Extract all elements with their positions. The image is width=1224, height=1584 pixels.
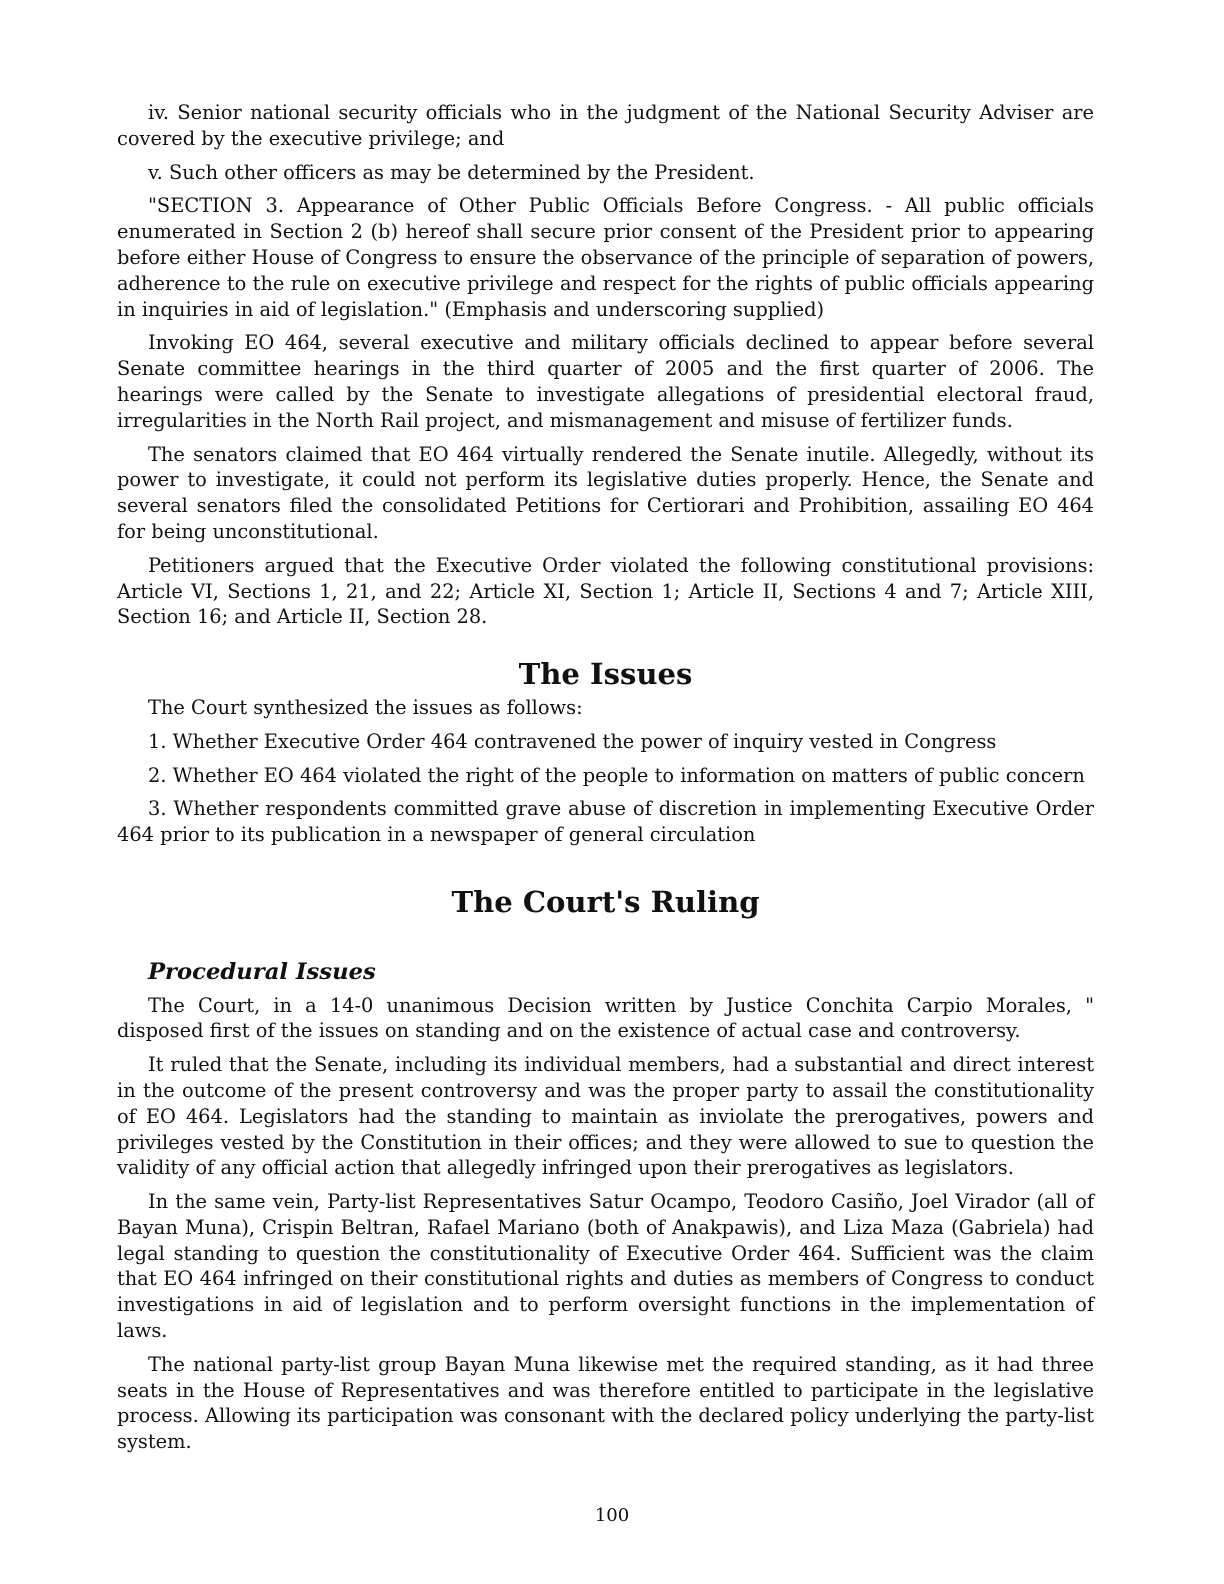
- paragraph-party-list-representatives: In the same vein, Party-list Representatives Satur Ocampo, Teodoro Casiño, Joel Virador (all of Bayan Muna), Crispin Beltran, Rafael Mariano (both of Anakpawis), and Liza Maza (Gabriela) had legal standing to question the constitutionality of Executive Order 464. Sufficient was the claim that EO 464 infringed on their constitutional rights and duties as members of Congress to conduct investigations in aid of legislation and to perform oversight functions in the implementation of laws.: [117, 1190, 1094, 1343]
- paragraph-bayan-muna: The national party-list group Bayan Muna likewise met the required standing, as it had three seats in the House of Representatives and was therefore entitled to participate in the legislative process. Allowing its participation was consonant with the declared policy underlying the party-list system.: [117, 1352, 1094, 1454]
- paragraph-issues-intro: The Court synthesized the issues as follows:: [148, 695, 583, 719]
- paragraph-unanimous-decision: The Court, in a 14-0 unanimous Decision written by Justice Conchita Carpio Morales, " disposed first of the issues on standing and on the existence of actual case and controversy.: [117, 993, 1094, 1043]
- paragraph-item-iv: iv. Senior national security officials who in the judgment of the National Security Adviser are covered by the executive privilege; and: [117, 101, 1094, 150]
- paragraph-section-3: "SECTION 3. Appearance of Other Public Officials Before Congress. - All public officials enumerated in Section 2 (b) hereof shall secure prior consent of the President prior to appearing before either House of Congress to ensure the observance of the principle of separation of powers, adherence to the rule on executive privilege and respect for the rights of public officials appearing in inquiries in aid of legislation." (Emphasis and underscoring supplied): [117, 194, 1094, 321]
- paragraph-senate-standing: It ruled that the Senate, including its individual members, had a substantial and direct interest in the outcome of the present controversy and was the proper party to assail the constitutionality of EO 464. Legislators had the standing to maintain as inviolate the prerogatives, powers and privileges vested by the Constitution in their offices; and they were allowed to sue to question the validity of any official action that allegedly infringed upon their prerogatives as legislators.: [117, 1053, 1094, 1180]
- paragraph-invoking-eo: Invoking EO 464, several executive and military officials declined to appear before several Senate committee hearings in the third quarter of 2005 and the first quarter of 2006. The hearings were called by the Senate to investigate allegations of presidential electoral fraud, irregularities in the North Rail project, and mismanagement and misuse of fertilizer funds.: [117, 331, 1094, 432]
- paragraph-item-v: v. Such other officers as may be determined by the President.: [148, 160, 755, 184]
- paragraph-issue-2: 2. Whether EO 464 violated the right of the people to information on matters of public concern: [148, 763, 1085, 787]
- paragraph-petitioners-argued: Petitioners argued that the Executive Order violated the following constitutional provisions: Article VI, Sections 1, 21, and 22; Article XI, Section 1; Article II, Sections 4 and 7; Article XIII, Section 16; and Article II, Section 28.: [117, 553, 1094, 629]
- paragraph-issue-3: 3. Whether respondents committed grave abuse of discretion in implementing Executive Order 464 prior to its publication in a newspaper of general circulation: [117, 797, 1094, 847]
- subheading-procedural-issues: Procedural Issues: [148, 958, 376, 985]
- heading-courts-ruling: The Court's Ruling: [451, 884, 760, 919]
- page-number: 100: [594, 1505, 630, 1526]
- heading-the-issues: The Issues: [518, 657, 693, 692]
- paragraph-issue-1: 1. Whether Executive Order 464 contravened the power of inquiry vested in Congress: [148, 729, 997, 753]
- document-page: [117, 100, 1094, 1463]
- paragraph-senators-claimed: The senators claimed that EO 464 virtually rendered the Senate inutile. Allegedly, without its power to investigate, it could not perform its legislative duties properly. Hence, the Senate and several senators filed the consolidated Petitions for Certiorari and Prohibition, assailing EO 464 for being unconstitutional.: [117, 442, 1094, 543]
